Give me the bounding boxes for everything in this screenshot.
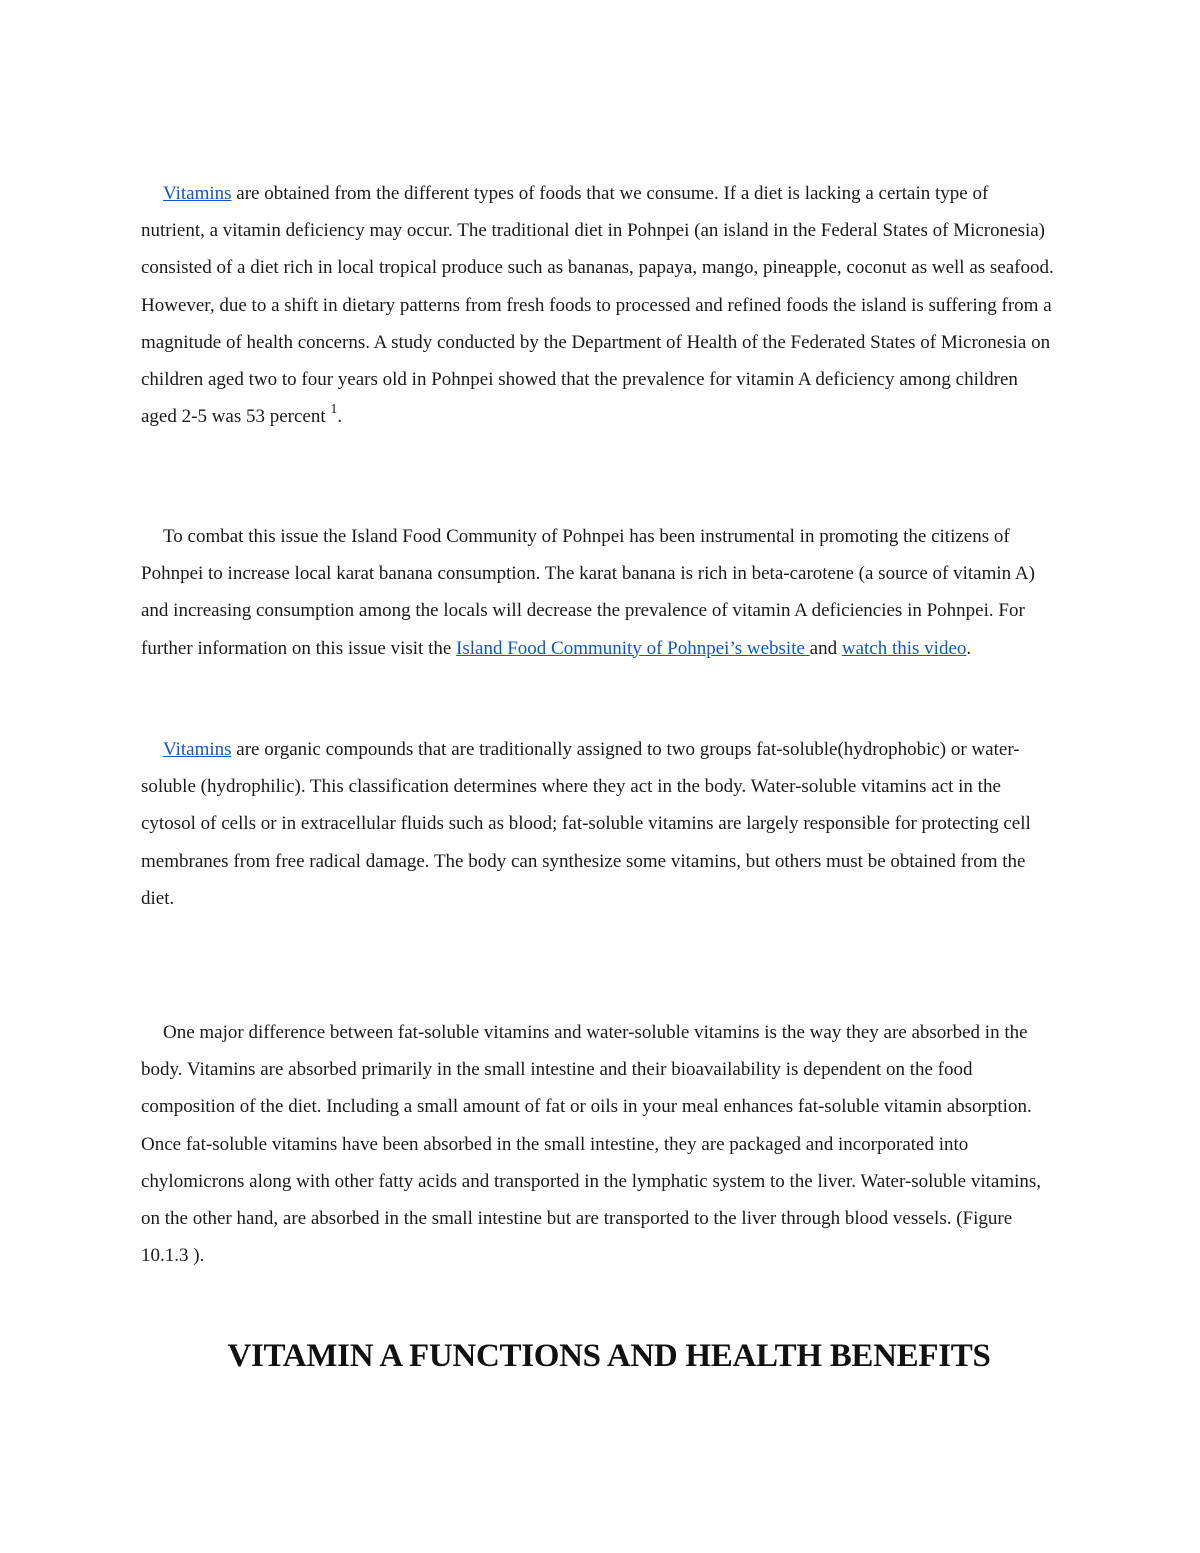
paragraph-text: To combat this issue the Island Food Community of Pohnpei has been instrumental in promoting the citizens of Pohnpei to increase local karat banana consumption. The karat banana is rich in beta-carotene (a source of vitamin A) and increasing consumption among the locals will decrease the prevalence of vitamin A deficiencies in Pohnpei. For further information on this issue visit the [141,526,1035,659]
vitamins-link[interactable]: Vitamins [163,739,232,760]
paragraph-vitamin-classification [141,731,1056,917]
watch-video-link[interactable]: watch this video [841,637,967,659]
footnote-marker: 1 [330,402,338,418]
paragraph-end: . [966,637,972,659]
paragraph-vitamin-deficiency-pohnpei [141,175,1056,435]
paragraph-connector: and [809,637,842,659]
paragraph-text: are organic compounds that are traditionally assigned to two groups fat-soluble(hydrophobic) or water-soluble (hydrophilic). This classification determines where they act in the body. Water-soluble vitamins act in the cytosol of cells or in extracellular fluids such as blood; fat-soluble vitamins are largely responsible for protecting cell membranes from free radical damage. The body can synthesize some vitamins, but others must be obtained from the diet. [141,739,1031,909]
paragraph-text: One major difference between fat-soluble vitamins and water-soluble vitamins is the way they are absorbed in the body. Vitamins are absorbed primarily in the small intestine and their bioavailability is dependent on the food composition of the diet. Including a small amount of fat or oils in your meal enhances fat-soluble vitamin absorption. Once fat-soluble vitamins have been absorbed in the small intestine, they are packaged and incorporated into chylomicrons along with other fatty acids and transported in the lymphatic system to the liver. Water-soluble vitamins, on the other hand, are absorbed in the small intestine but are transported to the liver through blood vessels. (Figure 10.1.3 ). [141,1022,1042,1267]
island-food-community-website-link[interactable]: Island Food Community of Pohnpei’s website [456,637,810,659]
paragraph-end: . [337,406,343,428]
paragraph-text: are obtained from the different types of foods that we consume. If a diet is lacking a certain type of nutrient, a vitamin deficiency may occur. The traditional diet in Pohnpei (an island in the Federal States of Micronesia) consisted of a diet rich in local tropical produce such as bananas, papaya, mango, pineapple, coconut as well as seafood. However, due to a shift in dietary patterns from fresh foods to processed and refined foods the island is suffering from a magnitude of health concerns. A study conducted by the Department of Health of the Federated States of Micronesia on children aged two to four years old in Pohnpei showed that the prevalence for vitamin A deficiency among children aged 2-5 was 53 percent [141,183,1054,428]
paragraph-vitamin-absorption [141,1014,1056,1274]
paragraph-island-food-community [141,518,1056,667]
vitamins-link[interactable]: Vitamins [163,183,232,204]
section-heading: VITAMIN A FUNCTIONS AND HEALTH BENEFITS [227,1338,991,1374]
